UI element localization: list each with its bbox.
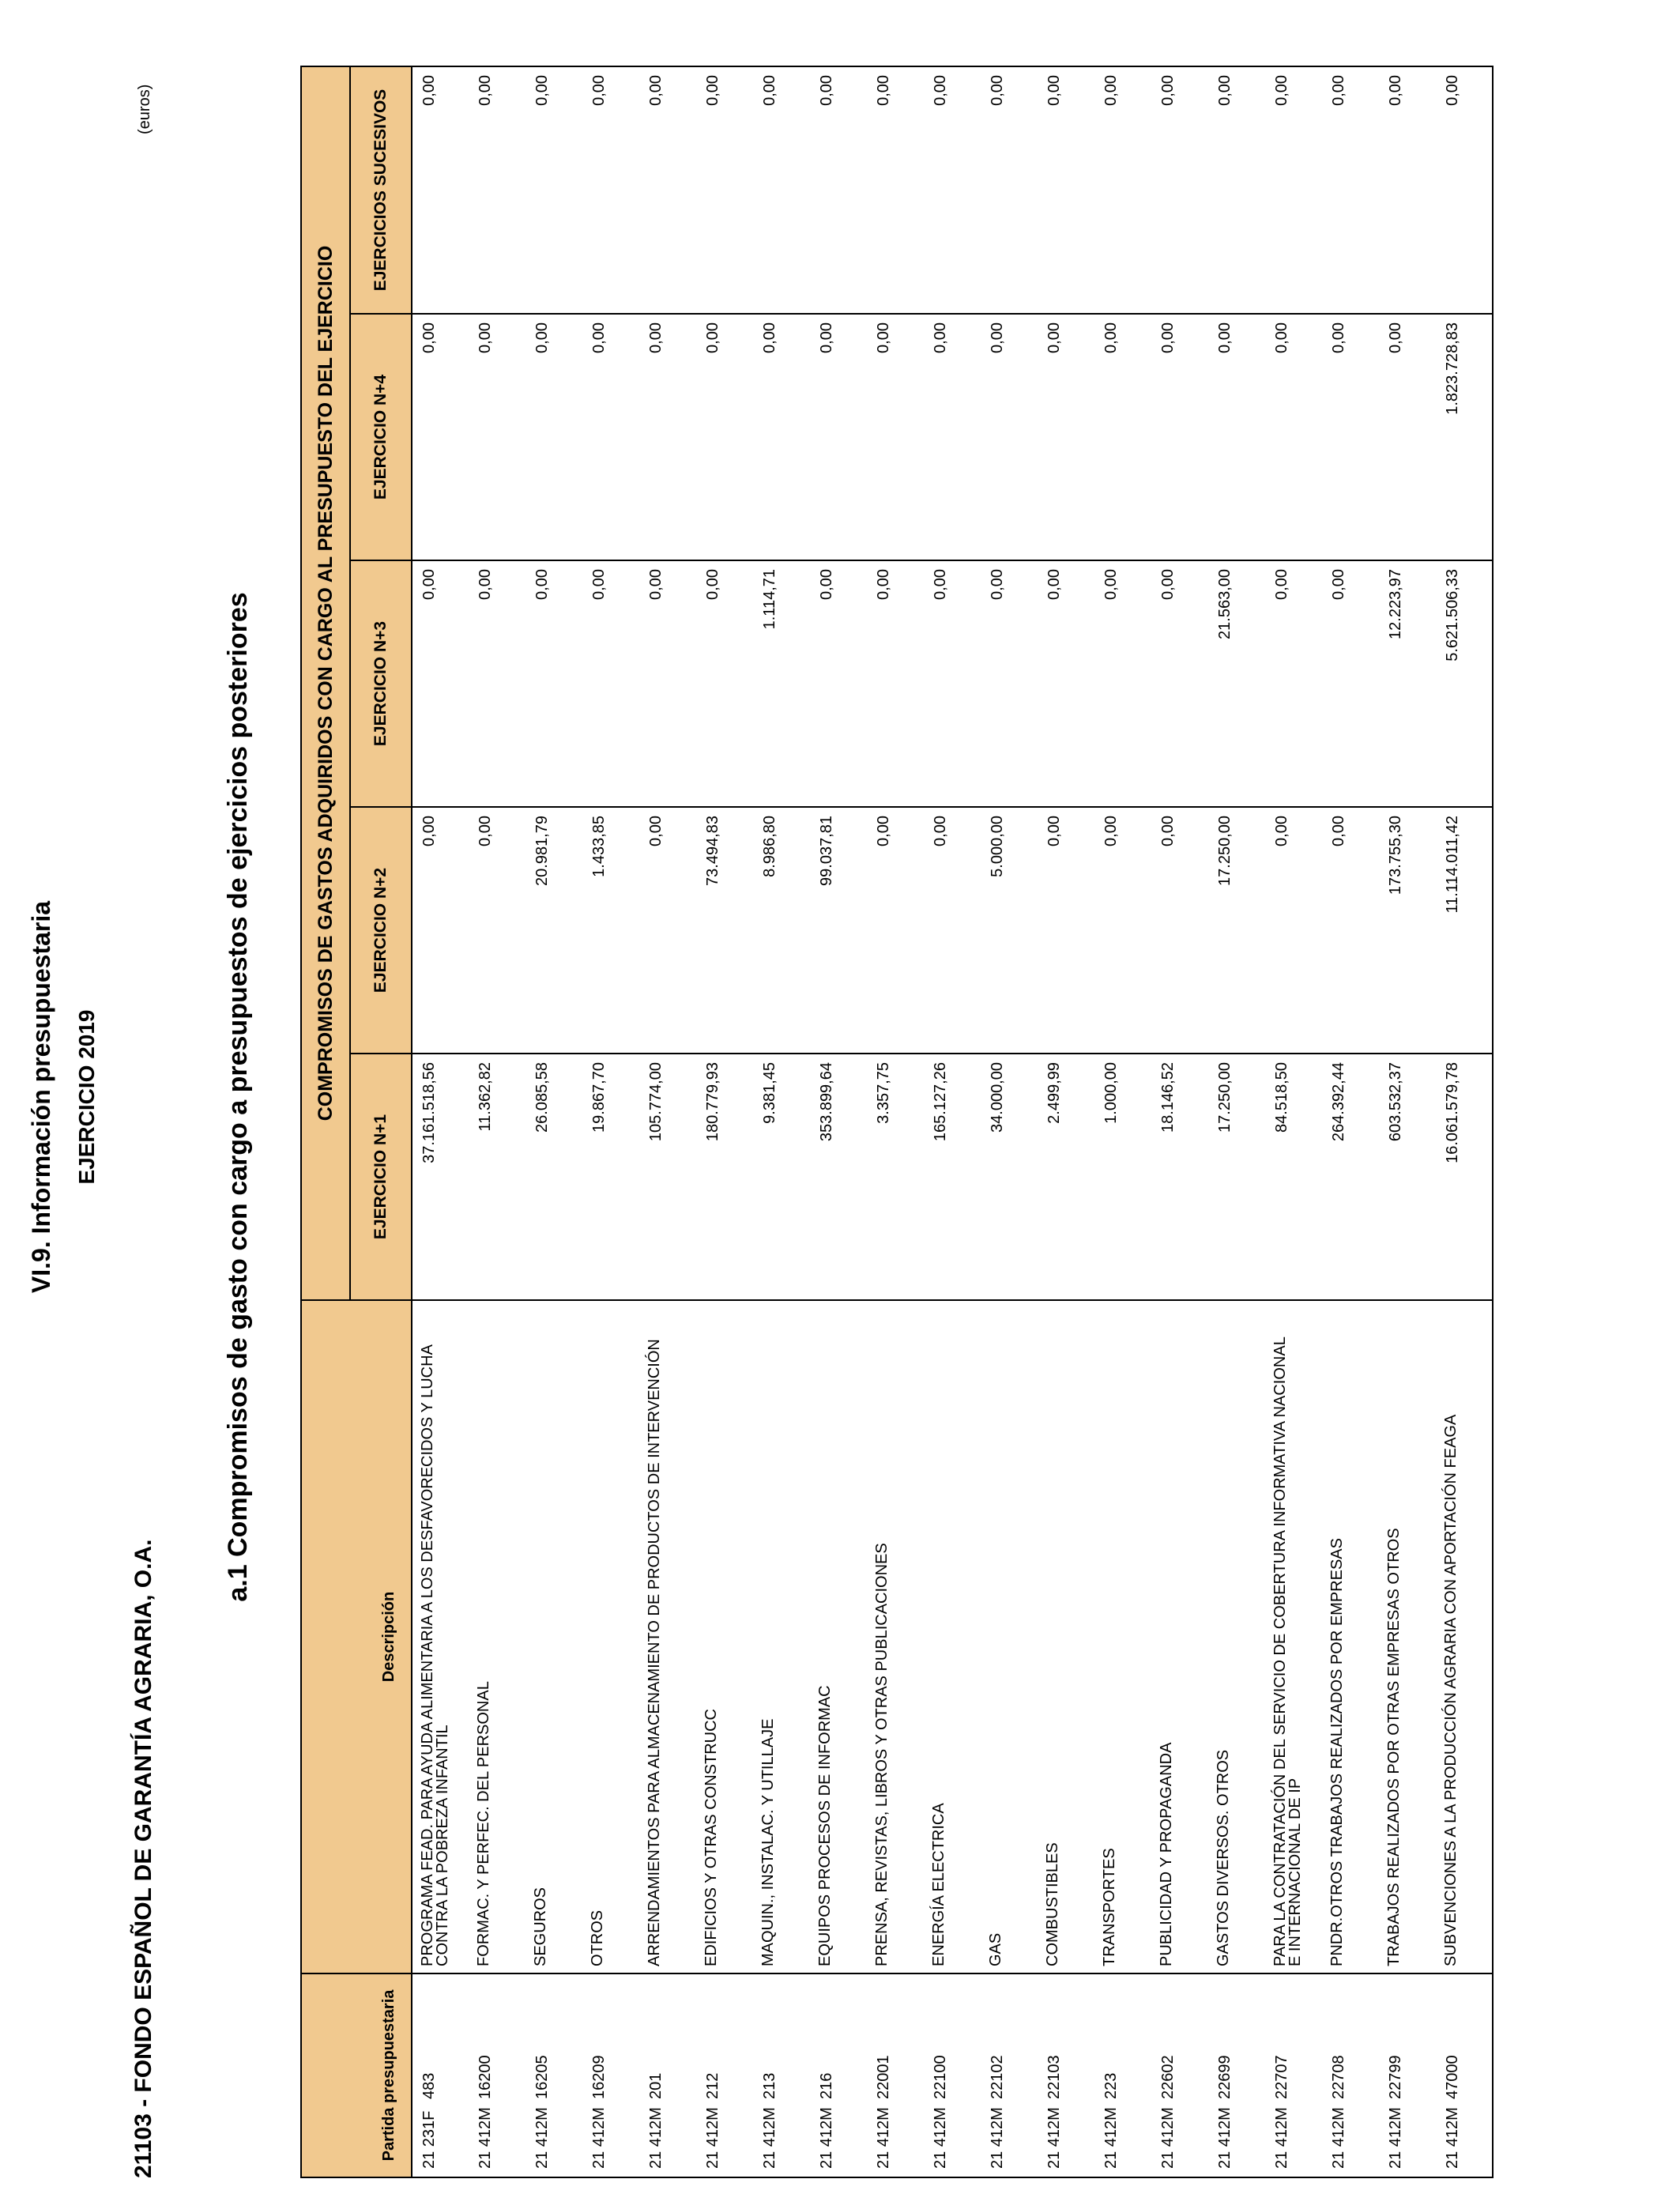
cell-ejercicio-n3: 0,00 xyxy=(867,560,924,807)
cell-ejercicio-n1: 180.779,93 xyxy=(696,1054,753,1300)
cell-ejercicio-n3: 0,00 xyxy=(696,560,753,807)
cell-ejercicios-sucesivos: 0,00 xyxy=(753,66,810,314)
cell-ejercicio-n2: 0,00 xyxy=(412,807,469,1054)
cell-ejercicios-sucesivos: 0,00 xyxy=(981,66,1038,314)
partida-organica: 21 412M xyxy=(932,2107,949,2169)
partida-organica: 21 412M xyxy=(989,2107,1006,2169)
partida-organica: 21 412M xyxy=(761,2107,778,2169)
partida-concepto: 22100 xyxy=(932,2055,949,2099)
cell-ejercicio-n1: 19.867,70 xyxy=(582,1054,639,1300)
cell-ejercicio-n2: 20.981,79 xyxy=(525,807,582,1054)
partida-concepto: 22102 xyxy=(989,2055,1006,2099)
cell-ejercicio-n4: 0,00 xyxy=(582,314,639,560)
cell-ejercicio-n4: 0,00 xyxy=(753,314,810,560)
table-row xyxy=(867,66,924,2177)
cell-ejercicios-sucesivos: 0,00 xyxy=(1436,66,1493,314)
table-row xyxy=(525,66,582,2177)
cell-ejercicios-sucesivos: 0,00 xyxy=(810,66,867,314)
partida-organica: 21 412M xyxy=(1387,2107,1404,2169)
table-row xyxy=(1265,66,1322,2177)
table-row xyxy=(1094,66,1151,2177)
partida-concepto: 483 xyxy=(420,2072,438,2099)
cell-ejercicio-n1: 105.774,00 xyxy=(639,1054,696,1300)
header-ejercicio-n1: EJERCICIO N+1 xyxy=(350,1054,412,1300)
cell-ejercicio-n4: 0,00 xyxy=(1208,314,1265,560)
table-row xyxy=(696,66,753,2177)
cell-ejercicio-n3: 0,00 xyxy=(582,560,639,807)
cell-ejercicio-n1: 26.085,58 xyxy=(525,1054,582,1300)
cell-ejercicio-n4: 0,00 xyxy=(981,314,1038,560)
cell-ejercicio-n3: 0,00 xyxy=(1322,560,1379,807)
partida-organica: 21 412M xyxy=(818,2107,835,2169)
partida-organica: 21 412M xyxy=(590,2107,608,2169)
partida-concepto: 16209 xyxy=(590,2055,608,2099)
cell-partida xyxy=(924,1973,981,2177)
header-ejercicio-n3: EJERCICIO N+3 xyxy=(350,560,412,807)
partida-organica: 21 412M xyxy=(533,2107,551,2169)
table-row xyxy=(469,66,525,2177)
cell-ejercicio-n1: 1.000,00 xyxy=(1094,1054,1151,1300)
cell-ejercicio-n3: 0,00 xyxy=(412,560,469,807)
partida-organica: 21 412M xyxy=(1102,2107,1120,2169)
header-ejercicio-n4: EJERCICIO N+4 xyxy=(350,314,412,560)
cell-ejercicios-sucesivos: 0,00 xyxy=(639,66,696,314)
table-row xyxy=(582,66,639,2177)
partida-concepto: 223 xyxy=(1102,2072,1120,2099)
cell-ejercicios-sucesivos: 0,00 xyxy=(412,66,469,314)
cell-descripcion: SEGUROS xyxy=(525,1300,582,1973)
cell-ejercicio-n3: 0,00 xyxy=(525,560,582,807)
partida-organica: 21 412M xyxy=(1216,2107,1234,2169)
commitments-table xyxy=(300,66,1494,2178)
partida-concepto: 22103 xyxy=(1045,2055,1063,2099)
cell-ejercicio-n2: 173.755,30 xyxy=(1379,807,1436,1054)
cell-ejercicio-n2: 11.114.011,42 xyxy=(1436,807,1493,1054)
cell-ejercicios-sucesivos: 0,00 xyxy=(924,66,981,314)
cell-ejercicio-n4: 1.823.728,83 xyxy=(1436,314,1493,560)
partida-concepto: 47000 xyxy=(1444,2055,1461,2099)
table-row xyxy=(924,66,981,2177)
cell-ejercicio-n1: 165.127,26 xyxy=(924,1054,981,1300)
cell-ejercicio-n2: 5.000,00 xyxy=(981,807,1038,1054)
cell-ejercicio-n4: 0,00 xyxy=(525,314,582,560)
cell-ejercicio-n4: 0,00 xyxy=(696,314,753,560)
cell-partida xyxy=(412,1973,469,2177)
cell-descripcion: FORMAC. Y PERFEC. DEL PERSONAL xyxy=(469,1300,525,1973)
cell-partida xyxy=(1208,1973,1265,2177)
cell-ejercicios-sucesivos: 0,00 xyxy=(469,66,525,314)
partida-organica: 21 412M xyxy=(1273,2107,1290,2169)
cell-descripcion: OTROS xyxy=(582,1300,639,1973)
cell-partida xyxy=(469,1973,525,2177)
table-row xyxy=(1151,66,1208,2177)
cell-ejercicio-n1: 2.499,99 xyxy=(1038,1054,1094,1300)
cell-ejercicio-n4: 0,00 xyxy=(867,314,924,560)
cell-partida xyxy=(639,1973,696,2177)
cell-ejercicio-n4: 0,00 xyxy=(469,314,525,560)
cell-partida xyxy=(1436,1973,1493,2177)
cell-ejercicio-n2: 0,00 xyxy=(924,807,981,1054)
cell-ejercicios-sucesivos: 0,00 xyxy=(1094,66,1151,314)
partida-organica: 21 412M xyxy=(1159,2107,1177,2169)
cell-descripcion: TRABAJOS REALIZADOS POR OTRAS EMPRESAS OTROS xyxy=(1379,1300,1436,1973)
partida-organica: 21 412M xyxy=(704,2107,721,2169)
table-row xyxy=(753,66,810,2177)
cell-ejercicio-n3: 5.621.506,33 xyxy=(1436,560,1493,807)
cell-ejercicio-n3: 0,00 xyxy=(1094,560,1151,807)
cell-ejercicio-n4: 0,00 xyxy=(1265,314,1322,560)
cell-descripcion: GASTOS DIVERSOS. OTROS xyxy=(1208,1300,1265,1973)
header-group-compromisos: COMPROMISOS DE GASTOS ADQUIRIDOS CON CARGO AL PRESUPUESTO DEL EJERCICIO xyxy=(301,66,350,1300)
cell-ejercicio-n1: 11.362,82 xyxy=(469,1054,525,1300)
cell-ejercicio-n1: 37.161.518,56 xyxy=(412,1054,469,1300)
cell-descripcion: PNDR.OTROS TRABAJOS REALIZADOS POR EMPRESAS xyxy=(1322,1300,1379,1973)
partida-concepto: 216 xyxy=(818,2072,835,2099)
cell-ejercicio-n2: 17.250,00 xyxy=(1208,807,1265,1054)
table-body xyxy=(412,66,1493,2177)
cell-partida xyxy=(696,1973,753,2177)
table-row xyxy=(412,66,469,2177)
cell-partida xyxy=(1322,1973,1379,2177)
cell-descripcion: PUBLICIDAD Y PROPAGANDA xyxy=(1151,1300,1208,1973)
partida-concepto: 213 xyxy=(761,2072,778,2099)
table-row xyxy=(1379,66,1436,2177)
cell-descripcion: ARRENDAMIENTOS PARA ALMACENAMIENTO DE PRODUCTOS DE INTERVENCIÓN xyxy=(639,1300,696,1973)
partida-organica: 21 412M xyxy=(1330,2107,1347,2169)
cell-ejercicio-n4: 0,00 xyxy=(1322,314,1379,560)
partida-concepto: 22708 xyxy=(1330,2055,1347,2099)
cell-ejercicio-n2: 0,00 xyxy=(1094,807,1151,1054)
partida-concepto: 22699 xyxy=(1216,2055,1234,2099)
table-header-row-1 xyxy=(301,66,350,2177)
cell-ejercicio-n2: 0,00 xyxy=(1322,807,1379,1054)
cell-ejercicio-n2: 1.433,85 xyxy=(582,807,639,1054)
cell-ejercicio-n4: 0,00 xyxy=(1151,314,1208,560)
partida-concepto: 16205 xyxy=(533,2055,551,2099)
cell-descripcion: PROGRAMA FEAD. PARA AYUDA ALIMENTARIA A LOS DESFAVORECIDOS Y LUCHA CONTRA LA POBREZA INFANTIL xyxy=(412,1300,469,1973)
cell-ejercicio-n1: 18.146,52 xyxy=(1151,1054,1208,1300)
cell-ejercicios-sucesivos: 0,00 xyxy=(1379,66,1436,314)
partida-concepto: 22707 xyxy=(1273,2055,1290,2099)
cell-ejercicio-n1: 17.250,00 xyxy=(1208,1054,1265,1300)
cell-ejercicio-n3: 21.563,00 xyxy=(1208,560,1265,807)
cell-ejercicio-n1: 264.392,44 xyxy=(1322,1054,1379,1300)
exercise-year: EJERCICIO 2019 xyxy=(74,1009,99,1185)
cell-partida xyxy=(1151,1973,1208,2177)
partida-concepto: 201 xyxy=(647,2072,665,2099)
table-row xyxy=(1436,66,1493,2177)
cell-ejercicio-n4: 0,00 xyxy=(1379,314,1436,560)
cell-ejercicio-n1: 9.381,45 xyxy=(753,1054,810,1300)
partida-concepto: 212 xyxy=(704,2072,721,2099)
table-row xyxy=(1322,66,1379,2177)
cell-descripcion: MAQUIN., INSTALAC. Y UTILLAJE xyxy=(753,1300,810,1973)
cell-descripcion: EDIFICIOS Y OTRAS CONSTRUCC xyxy=(696,1300,753,1973)
cell-descripcion: EQUIPOS PROCESOS DE INFORMAC xyxy=(810,1300,867,1973)
cell-partida xyxy=(981,1973,1038,2177)
cell-ejercicio-n3: 0,00 xyxy=(1038,560,1094,807)
cell-partida xyxy=(867,1973,924,2177)
partida-organica: 21 412M xyxy=(647,2107,665,2169)
cell-ejercicio-n4: 0,00 xyxy=(924,314,981,560)
cell-ejercicios-sucesivos: 0,00 xyxy=(1322,66,1379,314)
cell-ejercicios-sucesivos: 0,00 xyxy=(1208,66,1265,314)
cell-ejercicio-n4: 0,00 xyxy=(1094,314,1151,560)
cell-ejercicio-n1: 353.899,64 xyxy=(810,1054,867,1300)
cell-ejercicio-n2: 8.986,80 xyxy=(753,807,810,1054)
header-ejercicios-sucesivos: EJERCICIOS SUCESIVOS xyxy=(350,66,412,314)
partida-organica: 21 412M xyxy=(1444,2107,1461,2169)
cell-descripcion: TRANSPORTES xyxy=(1094,1300,1151,1973)
cell-ejercicio-n4: 0,00 xyxy=(412,314,469,560)
cell-ejercicio-n1: 34.000,00 xyxy=(981,1054,1038,1300)
cell-ejercicio-n3: 0,00 xyxy=(1265,560,1322,807)
cell-ejercicio-n2: 73.494,83 xyxy=(696,807,753,1054)
cell-ejercicio-n3: 1.114,71 xyxy=(753,560,810,807)
cell-descripcion: PARA LA CONTRATACIÓN DEL SERVICIO DE COBERTURA INFORMATIVA NACIONAL E INTERNACIONAL DE IP xyxy=(1265,1300,1322,1973)
cell-ejercicios-sucesivos: 0,00 xyxy=(1265,66,1322,314)
cell-ejercicio-n3: 0,00 xyxy=(639,560,696,807)
cell-ejercicio-n2: 0,00 xyxy=(639,807,696,1054)
section-subtitle: a.1 Compromisos de gasto con cargo a presupuestos de ejercicios posteriores xyxy=(223,592,253,1602)
cell-partida xyxy=(753,1973,810,2177)
cell-ejercicio-n3: 0,00 xyxy=(924,560,981,807)
partida-organica: 21 231F xyxy=(420,2110,438,2169)
partida-concepto: 22799 xyxy=(1387,2055,1404,2099)
cell-partida xyxy=(1265,1973,1322,2177)
cell-ejercicio-n1: 16.061.579,78 xyxy=(1436,1054,1493,1300)
partida-concepto: 22602 xyxy=(1159,2055,1177,2099)
cell-descripcion: COMBUSTIBLES xyxy=(1038,1300,1094,1973)
cell-descripcion: SUBVENCIONES A LA PRODUCCIÓN AGRARIA CON APORTACIÓN FEAGA xyxy=(1436,1300,1493,1973)
cell-ejercicio-n3: 0,00 xyxy=(981,560,1038,807)
cell-ejercicio-n1: 84.518,50 xyxy=(1265,1054,1322,1300)
table-row xyxy=(639,66,696,2177)
table-row xyxy=(1208,66,1265,2177)
cell-ejercicio-n2: 0,00 xyxy=(469,807,525,1054)
cell-ejercicio-n4: 0,00 xyxy=(639,314,696,560)
cell-descripcion: PRENSA, REVISTAS, LIBROS Y OTRAS PUBLICACIONES xyxy=(867,1300,924,1973)
cell-ejercicio-n3: 0,00 xyxy=(810,560,867,807)
cell-ejercicios-sucesivos: 0,00 xyxy=(867,66,924,314)
cell-partida xyxy=(1094,1973,1151,2177)
partida-organica: 21 412M xyxy=(477,2107,494,2169)
partida-concepto: 22001 xyxy=(875,2055,892,2099)
header-ejercicio-n2: EJERCICIO N+2 xyxy=(350,807,412,1054)
partida-organica: 21 412M xyxy=(1045,2107,1063,2169)
cell-ejercicio-n2: 0,00 xyxy=(1151,807,1208,1054)
cell-ejercicio-n4: 0,00 xyxy=(1038,314,1094,560)
cell-ejercicios-sucesivos: 0,00 xyxy=(582,66,639,314)
cell-ejercicios-sucesivos: 0,00 xyxy=(1151,66,1208,314)
table-row xyxy=(981,66,1038,2177)
cell-partida xyxy=(1038,1973,1094,2177)
cell-ejercicio-n2: 99.037,81 xyxy=(810,807,867,1054)
cell-ejercicio-n3: 0,00 xyxy=(469,560,525,807)
organism-name: 21103 - FONDO ESPAÑOL DE GARANTÍA AGRARIA, O.A. xyxy=(130,1539,156,2178)
cell-ejercicio-n3: 12.223,97 xyxy=(1379,560,1436,807)
table-row xyxy=(1038,66,1094,2177)
cell-partida xyxy=(525,1973,582,2177)
header-partida: Partida presupuestaria xyxy=(301,1973,412,2177)
header-descripcion: Descripción xyxy=(301,1300,412,1973)
cell-descripcion: ENERGÍA ELECTRICA xyxy=(924,1300,981,1973)
cell-ejercicio-n1: 603.532,37 xyxy=(1379,1054,1436,1300)
page-title: VI.9. Información presupuestaria xyxy=(27,900,55,1294)
partida-organica: 21 412M xyxy=(875,2107,892,2169)
cell-ejercicio-n1: 3.357,75 xyxy=(867,1054,924,1300)
cell-ejercicio-n2: 0,00 xyxy=(1038,807,1094,1054)
cell-ejercicios-sucesivos: 0,00 xyxy=(1038,66,1094,314)
cell-ejercicio-n2: 0,00 xyxy=(867,807,924,1054)
cell-ejercicios-sucesivos: 0,00 xyxy=(525,66,582,314)
partida-concepto: 16200 xyxy=(477,2055,494,2099)
table-row xyxy=(810,66,867,2177)
cell-partida xyxy=(1379,1973,1436,2177)
cell-ejercicio-n2: 0,00 xyxy=(1265,807,1322,1054)
cell-partida xyxy=(582,1973,639,2177)
cell-descripcion: GAS xyxy=(981,1300,1038,1973)
currency-units: (euros) xyxy=(136,84,153,134)
cell-ejercicio-n3: 0,00 xyxy=(1151,560,1208,807)
cell-ejercicios-sucesivos: 0,00 xyxy=(696,66,753,314)
cell-partida xyxy=(810,1973,867,2177)
cell-ejercicio-n4: 0,00 xyxy=(810,314,867,560)
